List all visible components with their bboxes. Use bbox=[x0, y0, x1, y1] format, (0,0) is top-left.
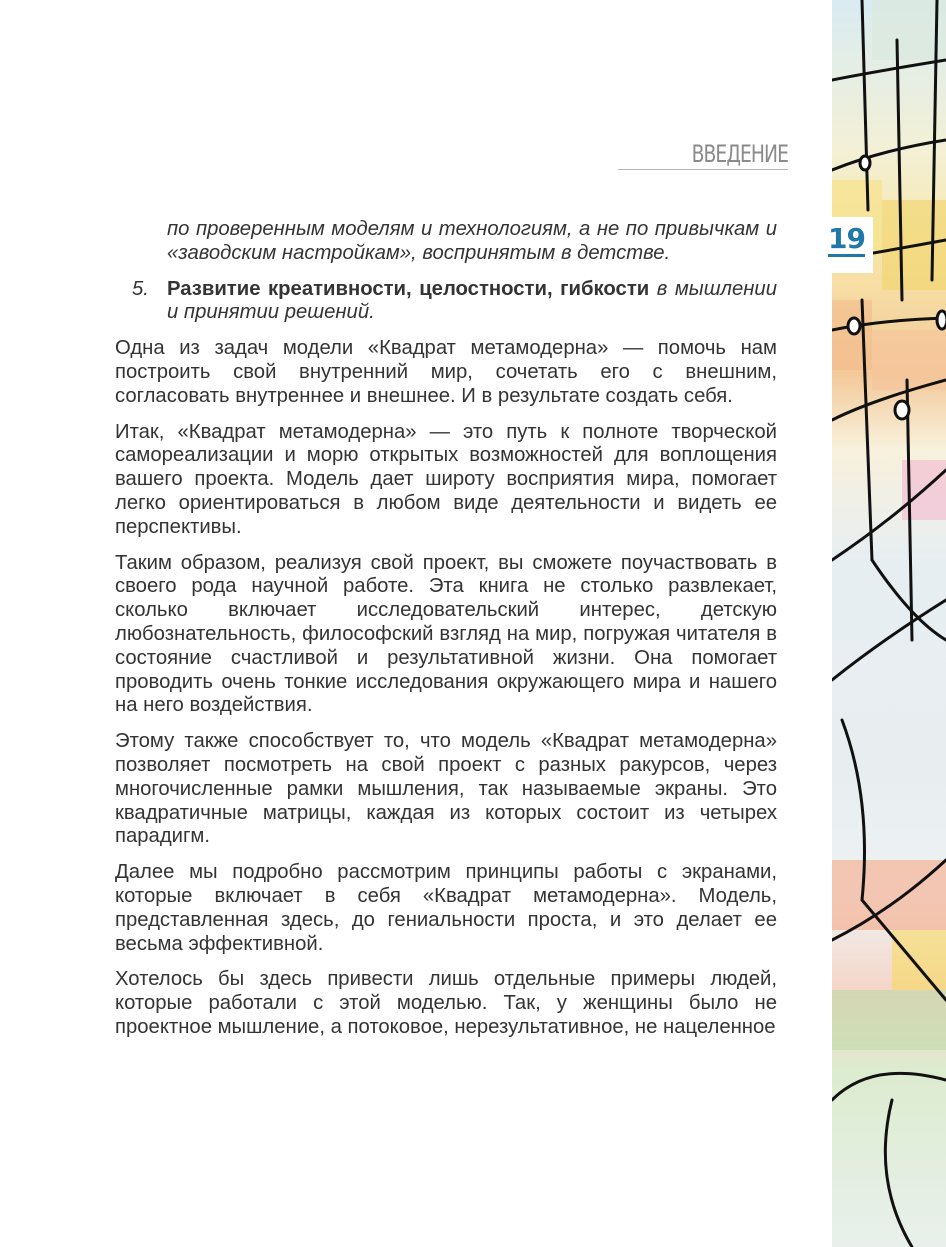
list-number: 5. bbox=[132, 277, 149, 300]
paragraph: Хотелось бы здесь привести лишь отдельные примеры людей, которые работали с этой моделью. Так, у женщины было не проектное мышление, а потоковое, нерезультативное, не нацеленное bbox=[115, 968, 777, 1038]
list-item-5 bbox=[115, 278, 777, 326]
page-number: 19 bbox=[828, 222, 865, 255]
paragraph: Одна из задач модели «Квадрат метамодерна» — помочь нам построить свой внутренний мир, сочетать его с внешним, согласовать внутреннее и внешнее. И в результате создать себя. bbox=[115, 337, 777, 407]
header-rule bbox=[618, 169, 788, 170]
paragraph: Итак, «Квадрат метамодерна» — это путь к полноте творческой самореализации и морю открытых возможностей для воплощения вашего проекта. Модель дает широту восприятия мира, помогает легко ориентироваться в любом виде деятельности и видеть ее перспективы. bbox=[115, 420, 777, 538]
body-text bbox=[115, 218, 777, 1052]
stained-glass-art bbox=[832, 0, 946, 1247]
paragraph: Этому также способствует то, что модель «Квадрат метамодерна» позволяет посмотреть на свой проект с разных ракурсов, через многочисленные рамки мышления, так называемые экраны. Это квадратичные матрицы, каждая из которых состоит из четырех парадигм. bbox=[115, 730, 777, 848]
list-item-italic: в мышлении и принятии решений. bbox=[167, 277, 777, 324]
decorative-art-strip bbox=[832, 0, 946, 1247]
list-continuation: по проверенным моделям и технологиям, а не по привычкам и «заводским настройкам», воспринятым в детстве. bbox=[167, 218, 777, 264]
paragraph: Таким образом, реализуя свой проект, вы сможете поучаствовать в своего рода научной работе. Эта книга не столько развлекает, сколько включает исследовательский интерес, детскую любознательность, философский взгляд на мир, погружая читателя в состояние счастливой и результативной жизни. Она помогает проводить очень тонкие исследования окружающего мира и нашего на него воздействия. bbox=[115, 551, 777, 717]
paragraph: Далее мы подробно рассмотрим принципы работы с экранами, которые включает в себя «Квадрат метамодерна». Модель, представленная здесь, до гениальности проста, и это делает ее весьма эффективной. bbox=[115, 861, 777, 955]
list-item-bold: Развитие креативности, целостности, гибкости bbox=[167, 277, 650, 300]
running-head: ВВЕДЕНИЕ bbox=[691, 140, 788, 168]
